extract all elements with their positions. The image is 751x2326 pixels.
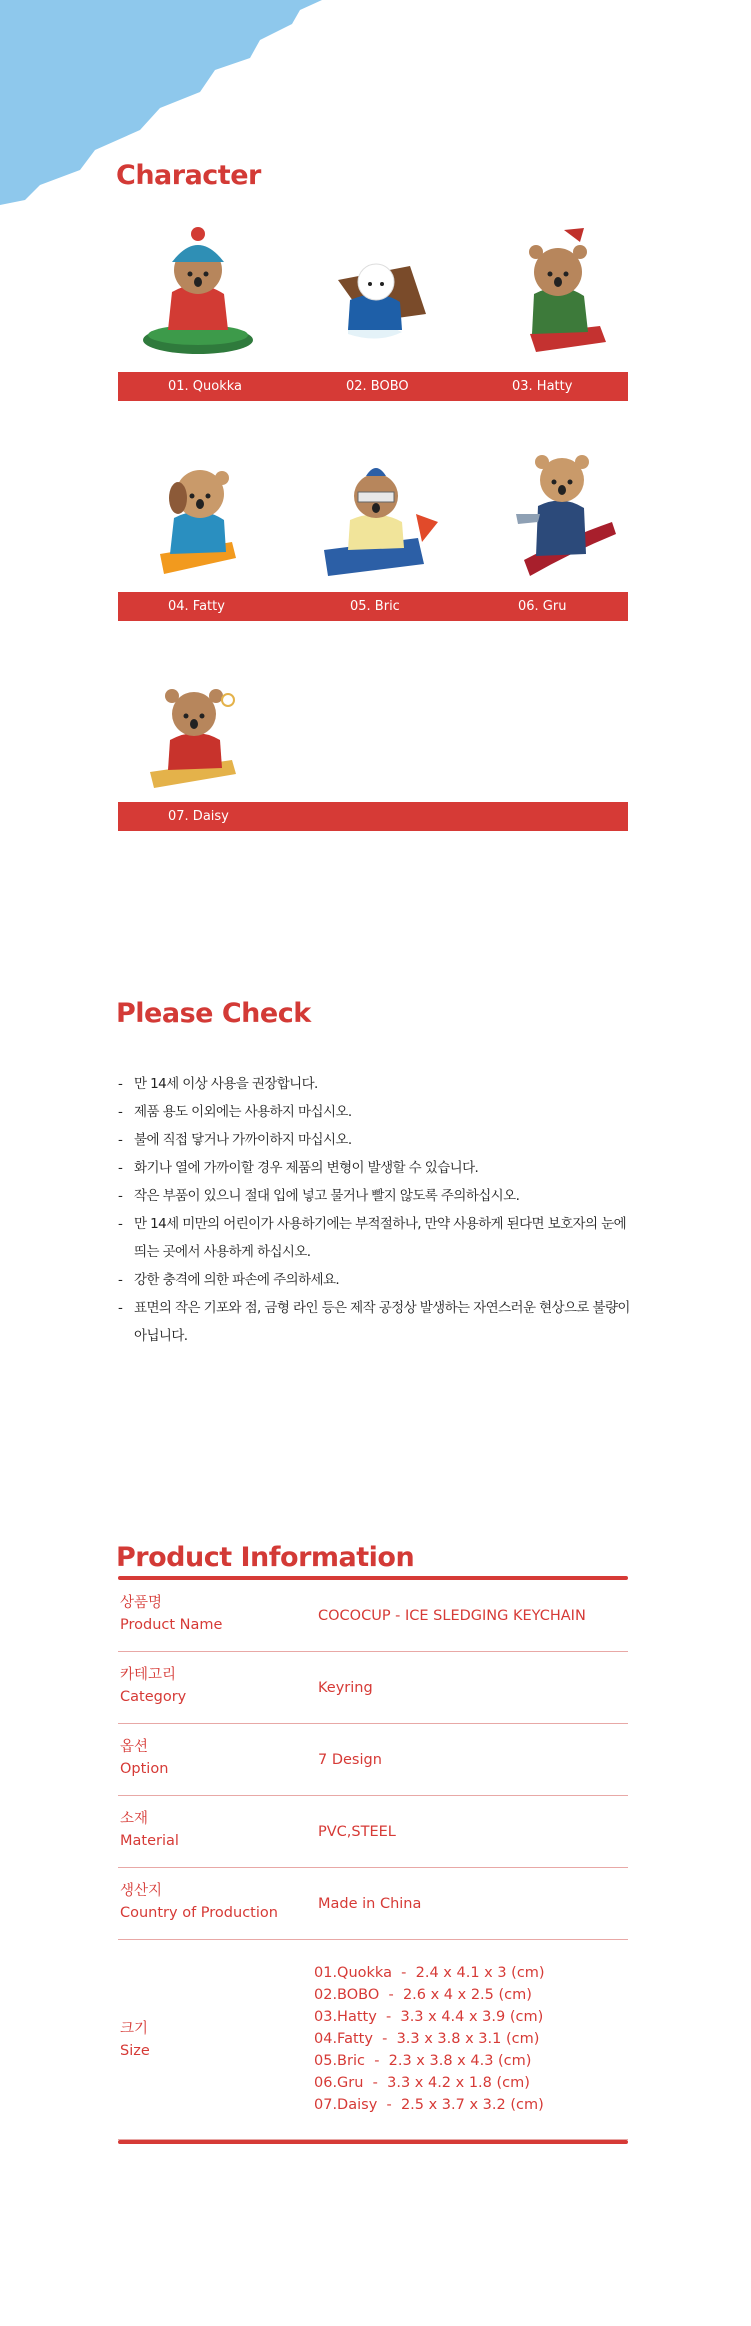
character-label-bobo: 02. BOBO	[346, 379, 409, 394]
size-line: 02.BOBO - 2.6 x 4 x 2.5 (cm)	[314, 1987, 532, 2003]
character-section-title: Character	[116, 160, 261, 191]
check-item: - 강한 충격에 의한 파손에 주의하세요.	[118, 1266, 638, 1294]
character-label-bar-row-3	[118, 802, 628, 831]
info-key-ko: 카테고리	[120, 1667, 177, 1683]
character-label-bar-row-1	[118, 372, 628, 401]
info-value: Made in China	[318, 1896, 422, 1912]
info-key-en: Category	[120, 1689, 187, 1705]
character-label-fatty: 04. Fatty	[168, 599, 225, 614]
table-bottom-rule	[118, 2140, 628, 2144]
character-figure-bobo	[298, 222, 453, 372]
character-label-hatty: 03. Hatty	[512, 379, 573, 394]
check-item: - 작은 부품이 있으니 절대 입에 넣고 물거나 빨지 않도록 주의하십시오.	[118, 1182, 638, 1210]
size-list	[314, 1962, 545, 2116]
info-row-product-name	[118, 1580, 628, 1652]
info-value: PVC,STEEL	[318, 1824, 396, 1840]
character-figure-daisy	[120, 660, 275, 810]
info-key-en: Size	[120, 2043, 150, 2059]
info-key-en: Country of Production	[120, 1905, 278, 1921]
info-key-ko: 크기	[120, 2021, 149, 2037]
info-key-en: Material	[120, 1833, 179, 1849]
size-line: 07.Daisy - 2.5 x 3.7 x 3.2 (cm)	[314, 2097, 544, 2113]
info-key-en: Option	[120, 1761, 169, 1777]
size-line: 01.Quokka - 2.4 x 4.1 x 3 (cm)	[314, 1965, 545, 1981]
character-label-gru: 06. Gru	[518, 599, 567, 614]
check-item: - 만 14세 미만의 어린이가 사용하기에는 부적절하나, 만약 사용하게 된다면 보호자의 눈에 띄는 곳에서 사용하게 하십시오.	[118, 1210, 638, 1266]
info-row-material	[118, 1796, 628, 1868]
info-key-ko: 상품명	[120, 1595, 163, 1611]
info-key-ko: 생산지	[120, 1883, 163, 1899]
info-key-ko: 옵션	[120, 1739, 149, 1755]
character-label-quokka: 01. Quokka	[168, 379, 243, 394]
info-value: Keyring	[318, 1680, 373, 1696]
product-info-section-title: Product Information	[116, 1542, 415, 1573]
info-key-en: Product Name	[120, 1617, 223, 1633]
check-item: - 표면의 작은 기포와 점, 금형 라인 등은 제작 공정상 발생하는 자연스러운 현상으로 불량이 아닙니다.	[118, 1294, 638, 1350]
character-figure-gru	[476, 442, 631, 592]
check-item: - 화기나 열에 가까이할 경우 제품의 변형이 발생할 수 있습니다.	[118, 1154, 638, 1182]
character-figure-hatty	[476, 222, 631, 372]
product-info-table	[118, 1576, 628, 2144]
please-check-section-title: Please Check	[116, 998, 311, 1029]
please-check-list	[118, 1070, 638, 1350]
character-label-bric: 05. Bric	[350, 599, 400, 614]
size-line: 04.Fatty - 3.3 x 3.8 x 3.1 (cm)	[314, 2031, 540, 2047]
size-line: 03.Hatty - 3.3 x 4.4 x 3.9 (cm)	[314, 2009, 544, 2025]
size-line: 05.Bric - 2.3 x 3.8 x 4.3 (cm)	[314, 2053, 532, 2069]
character-figure-bric	[298, 442, 453, 592]
size-line: 06.Gru - 3.3 x 4.2 x 1.8 (cm)	[314, 2075, 530, 2091]
info-row-option	[118, 1724, 628, 1796]
check-item: - 만 14세 이상 사용을 권장합니다.	[118, 1070, 638, 1098]
info-row-category	[118, 1652, 628, 1724]
info-row-country	[118, 1868, 628, 1940]
info-value: COCOCUP - ICE SLEDGING KEYCHAIN	[318, 1608, 586, 1624]
info-value: 7 Design	[318, 1752, 382, 1768]
character-figure-fatty	[120, 442, 275, 592]
check-item: - 제품 용도 이외에는 사용하지 마십시오.	[118, 1098, 638, 1126]
character-label-daisy: 07. Daisy	[168, 809, 229, 824]
character-figure-quokka	[120, 222, 275, 372]
check-item: - 불에 직접 닿거나 가까이하지 마십시오.	[118, 1126, 638, 1154]
character-label-bar-row-2	[118, 592, 628, 621]
info-key-ko: 소재	[120, 1811, 149, 1827]
info-row-size	[118, 1940, 628, 2140]
